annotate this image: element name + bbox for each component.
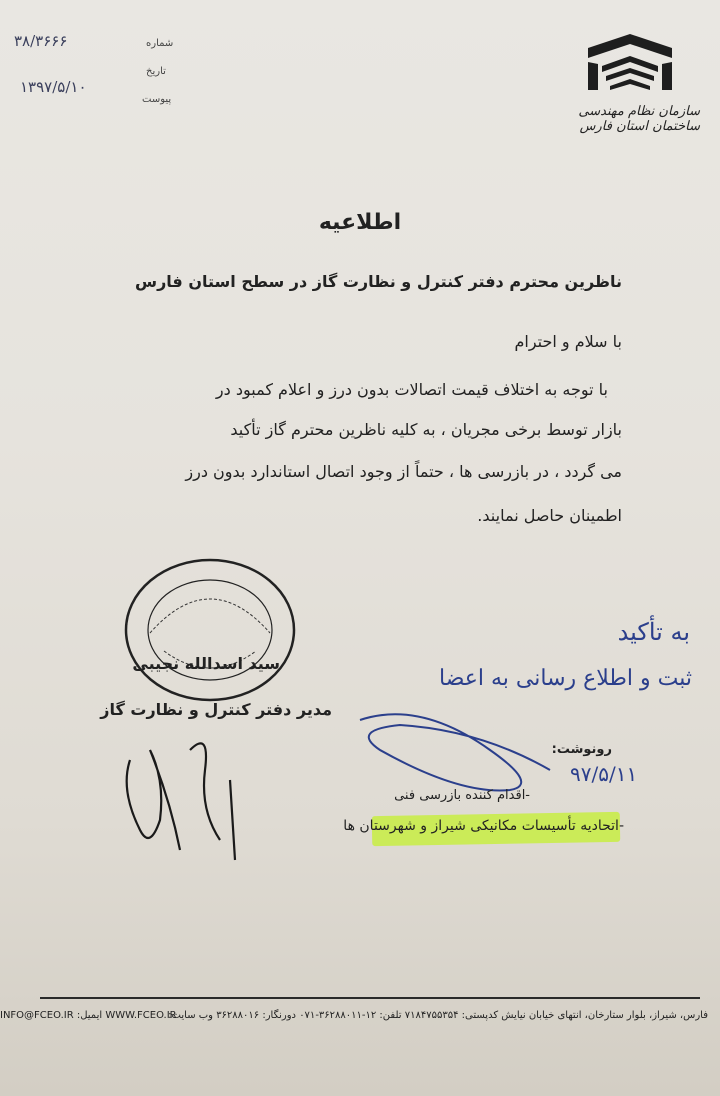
footer-contacts	[0, 1010, 177, 1021]
handwritten-date: ۹۷/۵/۱۱	[570, 762, 638, 786]
official-seal	[120, 555, 300, 705]
body-line-4: اطمینان حاصل نمایند.	[477, 506, 622, 525]
org-logo	[560, 30, 700, 134]
body-line-2: بازار توسط برخی مجریان ، به کلیه ناظرین محترم گاز تأکید	[230, 420, 622, 439]
cc-title: رونوشت:	[551, 742, 612, 757]
greeting: با سلام و احترام	[514, 332, 622, 351]
footer-divider	[40, 997, 700, 999]
number-value: ۳۸/۳۶۶۶	[14, 32, 68, 50]
footer-address: فارس، شیراز، بلوار ستارخان، انتهای خیابان نیایش	[501, 1010, 708, 1021]
letter-title: اطلاعیه	[318, 210, 402, 235]
attachment-label: پیوست	[142, 94, 172, 105]
date-value: ۱۳۹۷/۵/۱۰	[20, 78, 87, 96]
footer-address-block	[168, 1010, 708, 1021]
footer-fax: دورنگار: ۳۶۲۸۸۰۱۶	[216, 1010, 296, 1021]
recipient-line: ناظرین محترم دفتر کنترل و نظارت گاز در سطح استان فارس	[135, 272, 622, 291]
footer-phone: تلفن: ۱۲-۳۶۲۸۸۰۱۱-۰۷۱	[299, 1010, 402, 1021]
building-logo-icon	[580, 30, 680, 100]
footer-postal: کدپستی: ۷۱۸۴۷۵۵۳۵۴	[404, 1010, 499, 1021]
number-label: شماره	[146, 38, 174, 49]
footer-email[interactable]: INFO@FCEO.IR	[0, 1010, 74, 1021]
signature	[110, 720, 250, 870]
footer-website-label: وب سایت:	[168, 1010, 213, 1021]
signer-title: مدیر دفتر کنترل و نظارت گاز	[100, 700, 332, 719]
date-label: تاریخ	[146, 66, 166, 77]
handwritten-note-1: به تأکید	[617, 618, 690, 646]
cc-item-1: -اقدام کننده بازرسی فنی	[394, 788, 530, 803]
org-name: سازمان نظام مهندسی ساختمان استان فارس	[578, 104, 700, 134]
body-line-1: با توجه به اختلاف قیمت اتصالات بدون درز و اعلام کمبود در	[215, 380, 608, 399]
footer-email-label: ایمیل:	[76, 1010, 103, 1021]
cc-item-2: -اتحادیه تأسیسات مکانیکی شیراز و شهرستان ها	[343, 818, 624, 834]
body-line-3: می گردد ، در بازرسی ها ، حتماً از وجود اتصال استاندارد بدون درز	[185, 462, 622, 481]
handwritten-note-2: ثبت و اطلاع رسانی به اعضا	[439, 666, 692, 691]
signer-name: سید اسدالله نجیبی	[132, 654, 280, 673]
footer-website[interactable]: WWW.FCEO.IR	[105, 1010, 177, 1021]
